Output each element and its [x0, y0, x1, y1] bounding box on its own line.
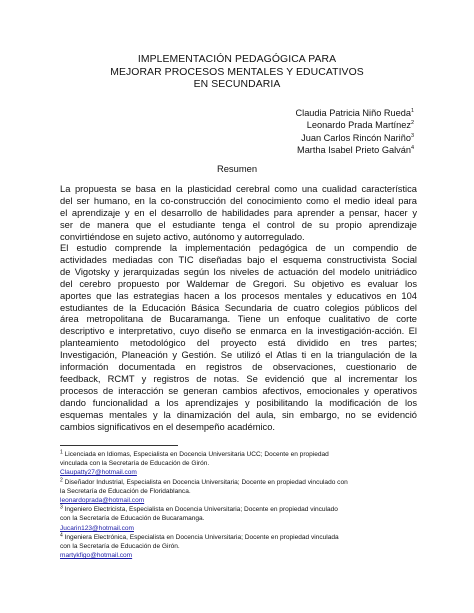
text-line: procesos de interacción se generan cambios afectivos, emocionales y operativos — [60, 385, 417, 396]
footnote-line: con la Secretaría de Educación de Girón. — [60, 543, 180, 551]
footnote-line: la Secretaría de Educación de Floridablanca. — [60, 487, 191, 495]
footnote-line — [60, 533, 417, 542]
footnote-line: con la Secretaría de Educación de Bucaramanga. — [60, 515, 205, 523]
footnote-mark: 1 — [60, 449, 63, 456]
text-line: Investigación, Planeación y Gestión. Se utilizó el Atlas ti en la triangulación de la — [60, 350, 417, 361]
author-name: Juan Carlos Rincón Nariño — [301, 132, 411, 143]
text-line: esquemas mentales y la dinamización del aula, sin embargo, no se evidenció — [60, 409, 417, 420]
text-line: convirtiéndose en sujeto activo, autónomo y autorregulado. — [60, 231, 305, 242]
text-line: área metropolitana de Bucaramanga. Tiene un enfoque cualitativo de corte — [60, 314, 417, 325]
author-name: Claudia Patricia Niño Rueda — [295, 108, 411, 118]
text-line: del ser humano, en la co-construcción del conocimiento como el medio ideal para — [60, 195, 417, 206]
title-line: IMPLEMENTACIÓN PEDAGÓGICA PARA — [137, 54, 337, 65]
title-line: MEJORAR PROCESOS MENTALES Y EDUCATIVOS — [110, 66, 364, 78]
text-line: del cerebro propuesto por Waldemar de Gregori. Su objetivo es evaluar los — [60, 278, 417, 289]
abstract-heading: Resumen — [216, 163, 258, 174]
footnote-mark: 4 — [60, 532, 63, 539]
footnote-mark: 4 — [410, 145, 414, 152]
footnote-line — [60, 450, 417, 459]
footnote-text: Ingeniera Electrónica, Especialista en Docencia Universitaria; Docente en propiedad vinculada — [62, 533, 339, 541]
author — [296, 107, 414, 119]
footnote-separator — [60, 445, 178, 446]
author — [296, 132, 414, 144]
abstract-paragraph-2 — [60, 243, 417, 434]
text-line: descriptivo e interpretativo, cuyo diseño se enmarca en la investigación-acción. El — [60, 326, 417, 337]
footnote-mark: 2 — [410, 120, 414, 127]
footnotes — [60, 450, 417, 560]
footnote-text: Diseñador Industrial, Especialista en Docencia Universitaria; Docente en propiedad vinculado con — [62, 478, 348, 486]
text-line: de Vigotsky y jerarquizadas según los niveles de actuación del modelo unitriádico — [60, 266, 417, 277]
email-link[interactable]: Claupatty27@hotmail.com — [60, 469, 137, 477]
footnote-mark: 1 — [410, 108, 414, 114]
footnote-text: Licenciada en Idiomas, Especialista en Docencia Universitaria UCC; Docente en propiedad — [62, 451, 329, 458]
abstract-paragraph-1 — [60, 184, 417, 244]
footnote-mark: 3 — [60, 504, 63, 511]
footnote-line — [60, 505, 417, 514]
text-line: La propuesta se basa en la plasticidad cerebral como una cualidad característica — [60, 184, 417, 194]
text-line: ser de manera que el estudiante tenga el control de su propio aprendizaje — [60, 219, 417, 230]
email-link[interactable]: martykfigo@hotmail.com — [60, 552, 133, 560]
footnote-line — [60, 478, 417, 487]
author-name: Leonardo Prada Martínez — [306, 120, 411, 131]
author — [296, 119, 414, 131]
title-line: EN SECUNDARIA — [193, 79, 281, 90]
author — [296, 144, 414, 156]
text-line: estudiantes de la Educación Básica Secundaria de cuatro colegios públicos del — [60, 302, 417, 313]
footnote-text: Ingeniero Electricista, Especialista en Docencia Universitaria; Docente en propiedad vinculado — [62, 506, 338, 514]
footnote-line: vinculada con la Secretaría de Educación de Girón. — [60, 460, 210, 468]
text-line: feedback, RCMT y registros de notas. Se evidenció que al incrementar los — [60, 373, 417, 384]
text-line: cambios significativos en el desempeño académico. — [60, 421, 276, 432]
text-line: planteamiento metodológico del proyecto está dividido en tres partes; — [60, 338, 417, 349]
text-line: el aprendizaje y en el desarrollo de habilidades para aprender a pensar, hacer y — [60, 207, 417, 218]
text-line: actividades mediadas con TIC diseñadas bajo el esquema constructivista Social — [60, 254, 417, 265]
document-title — [60, 54, 414, 92]
email-link[interactable]: Jucarin123@hotmail.com — [60, 524, 134, 532]
author-list — [296, 107, 414, 157]
footnote-mark: 2 — [60, 477, 63, 484]
text-line: información documentada en registros de observaciones, cuestionario de — [60, 362, 417, 373]
email-link[interactable]: leonardoprada@hotmail.com — [60, 497, 145, 505]
text-line: aportes que las estrategias hacen a los procesos mentales y educativos en 104 — [60, 290, 417, 301]
text-line: El estudio comprende la implementación pedagógica de un compendio de — [60, 243, 417, 253]
footnote-mark: 3 — [410, 132, 414, 139]
text-line: dando funcionalidad a los aprendizajes y posibilitando la modificación de los — [60, 397, 417, 408]
author-name: Martha Isabel Prieto Galván — [297, 145, 411, 156]
